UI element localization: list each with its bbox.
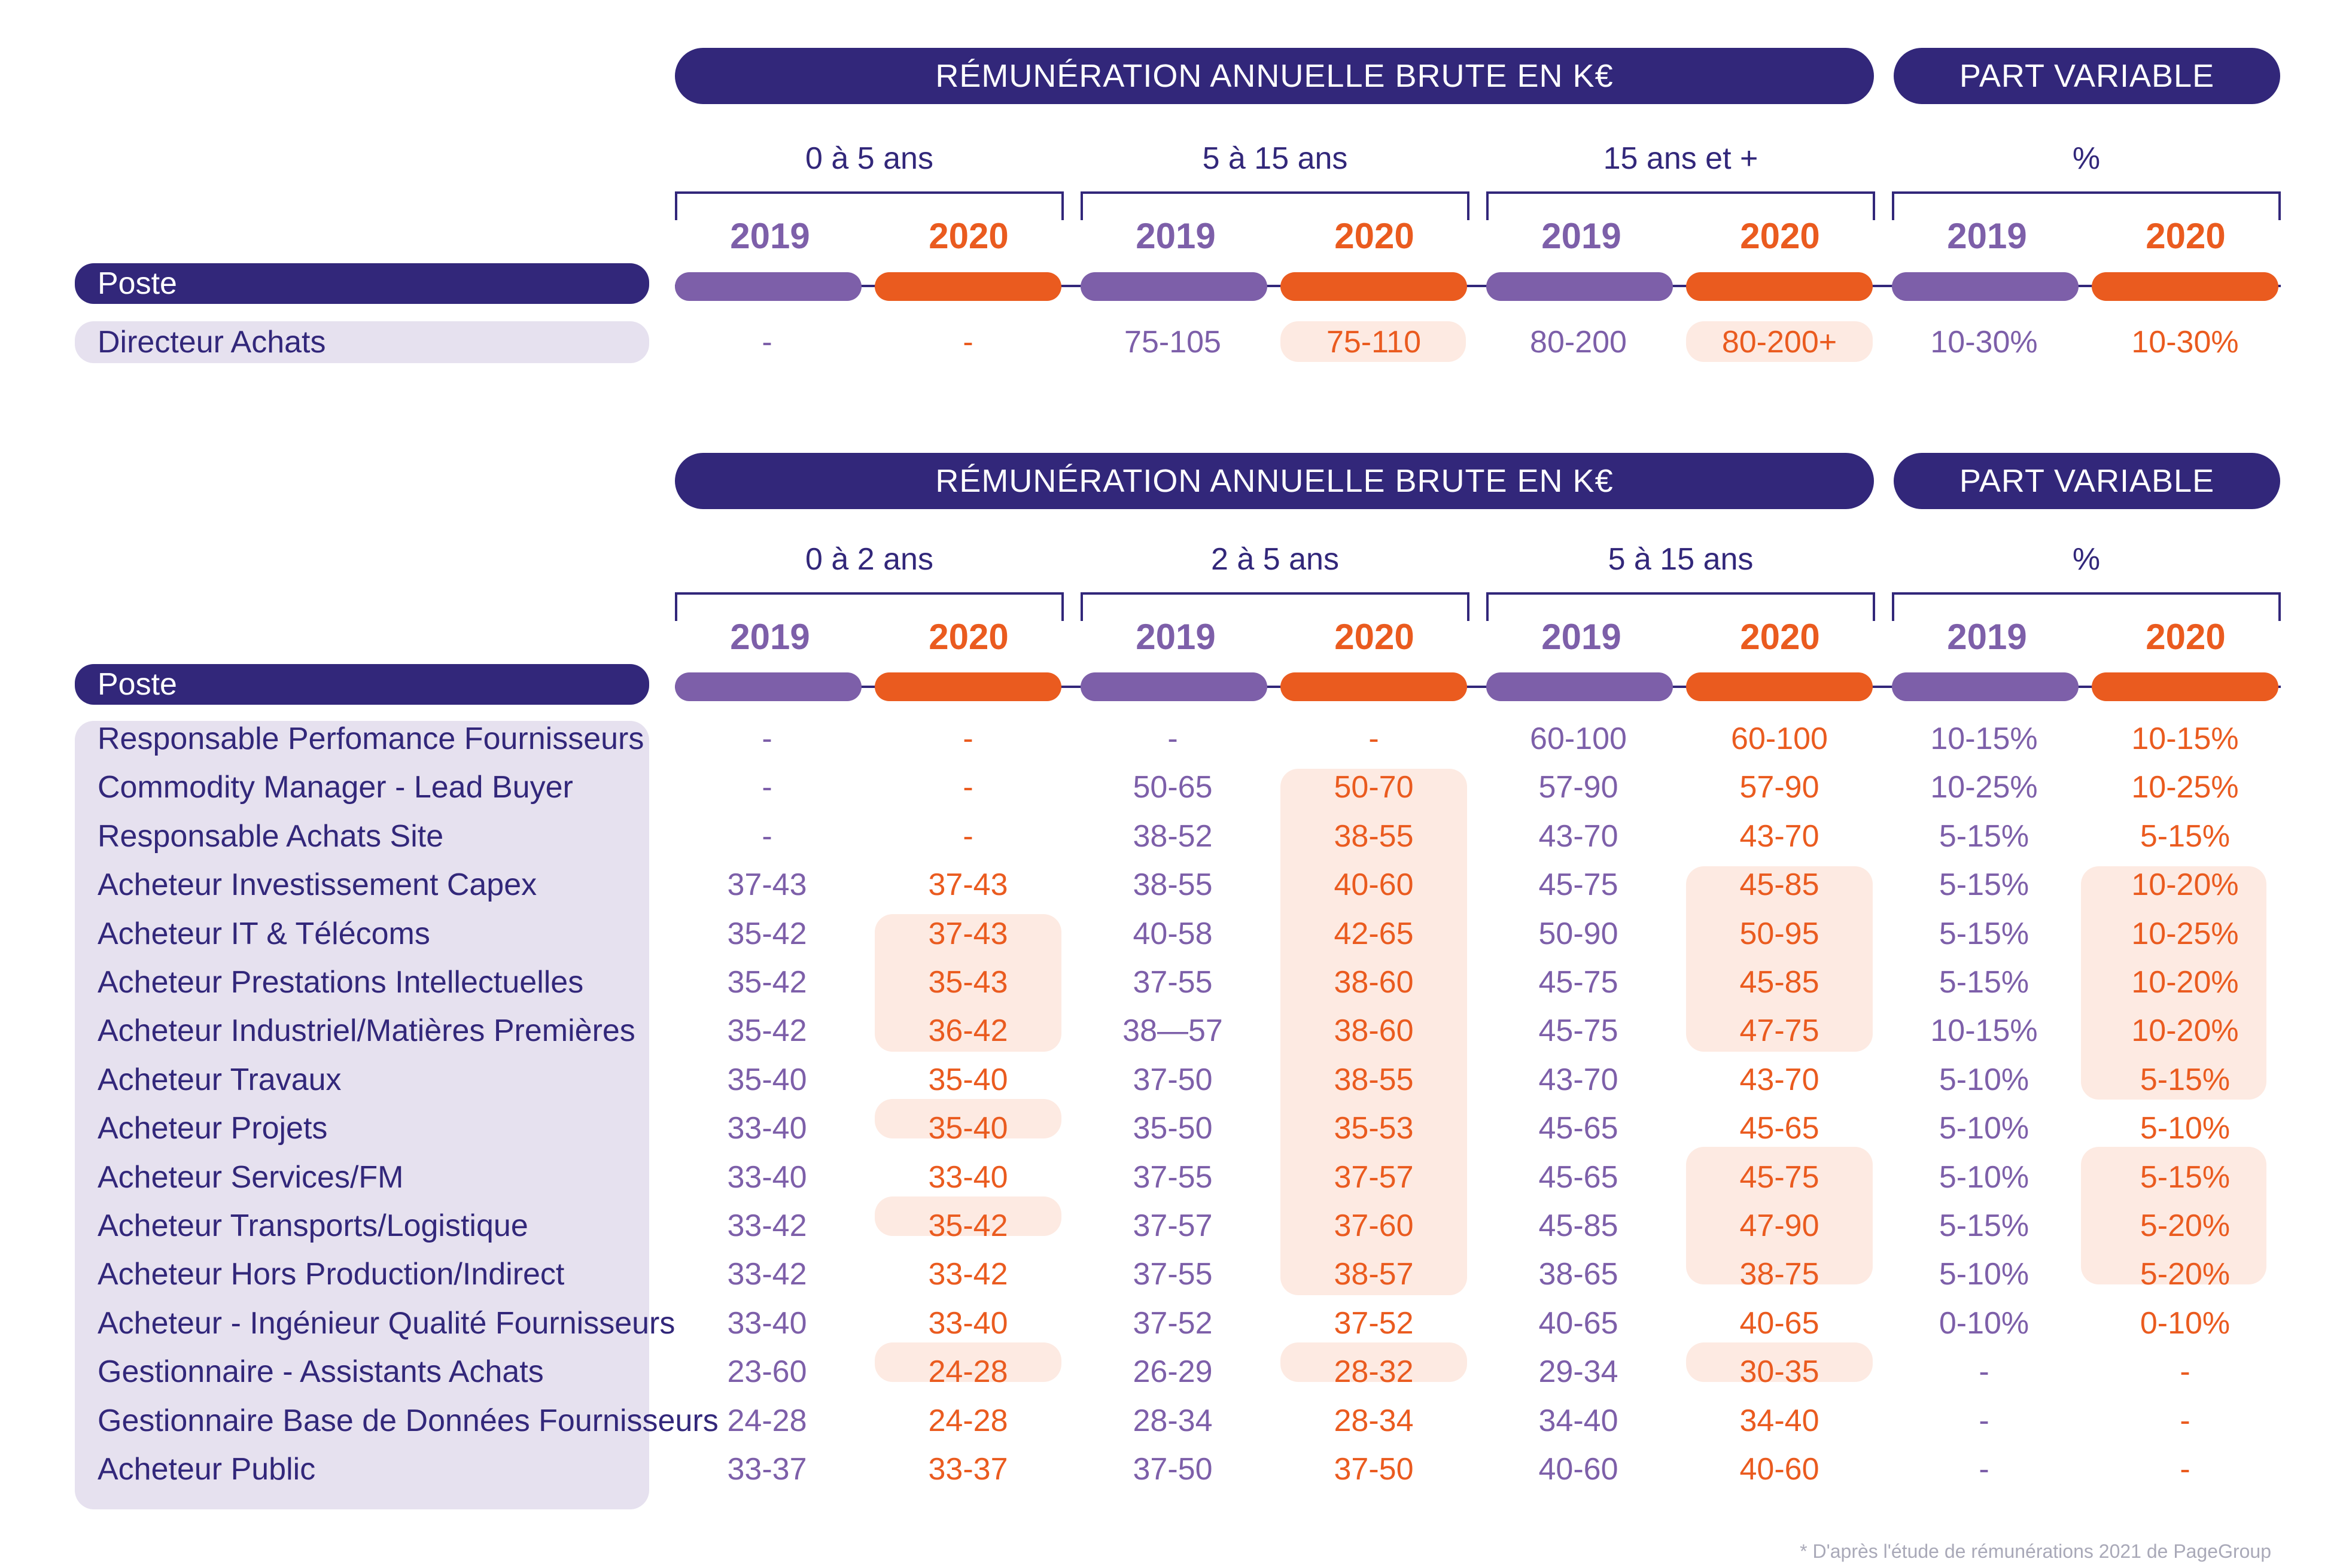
poste-name: Acheteur Industriel/Matières Premières — [98, 1013, 635, 1049]
table-cell: 57-90 — [1538, 770, 1618, 805]
table-cell: 37-43 — [727, 867, 807, 903]
table-cell: 38-65 — [1538, 1257, 1618, 1292]
poste-name: Gestionnaire - Assistants Achats — [98, 1354, 544, 1390]
year-bar-2019 — [1486, 672, 1673, 701]
table-cell: 5-10% — [1939, 1159, 2029, 1195]
table-cell: 37-57 — [1133, 1208, 1213, 1243]
group-label: 5 à 15 ans — [1608, 542, 1754, 577]
table-cell: 10-30% — [1930, 325, 2038, 360]
year-bar-2020 — [1280, 272, 1467, 301]
table-cell: 10-25% — [1930, 770, 2038, 805]
table-cell: 37-50 — [1133, 1062, 1213, 1097]
table-cell: 43-70 — [1538, 1062, 1618, 1097]
table-cell: 47-75 — [1739, 1013, 1819, 1049]
table-cell: 29-34 — [1538, 1354, 1618, 1390]
table-cell: 40-65 — [1538, 1305, 1618, 1341]
year-bar-2020 — [875, 272, 1061, 301]
year-bar-2019 — [1486, 272, 1673, 301]
poste-name: Commodity Manager - Lead Buyer — [98, 770, 573, 805]
table-cell: - — [762, 721, 772, 756]
table-cell: 45-65 — [1739, 1111, 1819, 1146]
poste-name: Acheteur Services/FM — [98, 1159, 404, 1195]
table-cell: 34-40 — [1739, 1403, 1819, 1438]
table-cell: 35-53 — [1334, 1111, 1414, 1146]
table-cell: 40-60 — [1334, 867, 1414, 903]
table-cell: 5-15% — [1939, 867, 2029, 903]
table-cell: 45-75 — [1739, 1159, 1819, 1195]
year-2019: 2019 — [1541, 216, 1621, 256]
table-cell: 37-50 — [1334, 1452, 1414, 1487]
table-cell: 37-43 — [928, 867, 1008, 903]
table-cell: 38-57 — [1334, 1257, 1414, 1292]
table-cell: 34-40 — [1538, 1403, 1618, 1438]
table-cell: 43-70 — [1538, 818, 1618, 854]
table-cell: - — [963, 325, 973, 360]
table-cell: 60-100 — [1731, 721, 1828, 756]
header-remuneration: RÉMUNÉRATION ANNUELLE BRUTE EN K€ — [675, 453, 1874, 509]
table-cell: 10-20% — [2131, 965, 2239, 1000]
table-cell: 5-10% — [2140, 1111, 2231, 1146]
table-cell: 80-200 — [1530, 325, 1627, 360]
table-cell: 24-28 — [928, 1354, 1008, 1390]
table-cell: 5-10% — [1939, 1257, 2029, 1292]
table-cell: 42-65 — [1334, 916, 1414, 951]
table-cell: 38-55 — [1133, 867, 1213, 903]
table-cell: 36-42 — [928, 1013, 1008, 1049]
table-cell: 35-42 — [727, 916, 807, 951]
table-cell: 45-85 — [1739, 965, 1819, 1000]
table-cell: 45-75 — [1538, 1013, 1618, 1049]
group-label: % — [2072, 141, 2101, 176]
table-cell: 5-20% — [2140, 1208, 2231, 1243]
table-cell: - — [963, 721, 973, 756]
table-cell: 10-25% — [2131, 916, 2239, 951]
table-cell: 24-28 — [727, 1403, 807, 1438]
table-cell: 10-15% — [1930, 1013, 2038, 1049]
table-cell: - — [2180, 1354, 2190, 1390]
table-cell: 37-52 — [1334, 1305, 1414, 1341]
year-bar-2020 — [2092, 272, 2278, 301]
poste-name: Acheteur - Ingénieur Qualité Fournisseurs — [98, 1305, 675, 1341]
group-label: 0 à 5 ans — [805, 141, 933, 176]
table-cell: 33-40 — [727, 1305, 807, 1341]
table-cell: 33-37 — [928, 1452, 1008, 1487]
table-cell: 37-60 — [1334, 1208, 1414, 1243]
table-cell: 5-10% — [1939, 1111, 2029, 1146]
table-cell: 37-55 — [1133, 965, 1213, 1000]
table-cell: 38-55 — [1334, 1062, 1414, 1097]
table-cell: 5-15% — [1939, 818, 2029, 854]
poste-name: Directeur Achats — [98, 325, 326, 360]
group-label: % — [2072, 542, 2101, 577]
table-cell: 5-15% — [2140, 1159, 2231, 1195]
year-2020: 2020 — [1334, 216, 1414, 256]
table-cell: - — [2180, 1403, 2190, 1438]
poste-name: Responsable Perfomance Fournisseurs — [98, 721, 644, 756]
table-cell: - — [963, 818, 973, 854]
table-cell: 40-60 — [1538, 1452, 1618, 1487]
table-cell: - — [762, 325, 772, 360]
year-bar-2020 — [1686, 672, 1873, 701]
table-cell: 35-42 — [727, 1013, 807, 1049]
table-cell: 45-75 — [1538, 965, 1618, 1000]
table-cell: 10-15% — [1930, 721, 2038, 756]
year-2020: 2020 — [929, 617, 1009, 657]
table-cell: 35-40 — [928, 1111, 1008, 1146]
table-cell: 38-75 — [1739, 1257, 1819, 1292]
table-cell: 45-65 — [1538, 1111, 1618, 1146]
year-bar-2019 — [675, 272, 862, 301]
year-bar-2019 — [1081, 272, 1267, 301]
table-cell: 35-43 — [928, 965, 1008, 1000]
poste-name: Acheteur Projets — [98, 1111, 328, 1146]
table-cell: - — [1979, 1403, 1989, 1438]
table-cell: 50-90 — [1538, 916, 1618, 951]
year-2019: 2019 — [1947, 617, 2027, 657]
table-cell: - — [2180, 1452, 2190, 1487]
table-cell: 37-55 — [1133, 1257, 1213, 1292]
table-cell: 5-15% — [2140, 818, 2231, 854]
table-cell: 33-40 — [928, 1305, 1008, 1341]
poste-name: Gestionnaire Base de Données Fournisseurs — [98, 1403, 719, 1438]
year-bar-2019 — [1081, 672, 1267, 701]
poste-name: Acheteur Travaux — [98, 1062, 342, 1097]
year-2020: 2020 — [2146, 617, 2226, 657]
table-cell: 38-60 — [1334, 965, 1414, 1000]
table-cell: 50-70 — [1334, 770, 1414, 805]
table-cell: 0-10% — [2140, 1305, 2231, 1341]
year-bar-2020 — [1686, 272, 1873, 301]
table-cell: 35-42 — [928, 1208, 1008, 1243]
year-2019: 2019 — [1947, 216, 2027, 256]
table-cell: 33-40 — [928, 1159, 1008, 1195]
table-cell: 37-43 — [928, 916, 1008, 951]
table-cell: 28-32 — [1334, 1354, 1414, 1390]
table-cell: 10-15% — [2131, 721, 2239, 756]
header-part-variable: PART VARIABLE — [1894, 48, 2280, 104]
table-cell: 33-42 — [727, 1208, 807, 1243]
poste-header: Poste — [75, 263, 649, 304]
year-2019: 2019 — [730, 216, 810, 256]
table-cell: 33-42 — [727, 1257, 807, 1292]
year-2020: 2020 — [1334, 617, 1414, 657]
table-cell: 37-57 — [1334, 1159, 1414, 1195]
table-cell: 38-60 — [1334, 1013, 1414, 1049]
table-cell: 35-42 — [727, 965, 807, 1000]
poste-name: Acheteur Hors Production/Indirect — [98, 1257, 565, 1292]
poste-name: Acheteur IT & Télécoms — [98, 916, 430, 951]
table-cell: 38-55 — [1334, 818, 1414, 854]
year-2020: 2020 — [929, 216, 1009, 256]
year-bar-2020 — [1280, 672, 1467, 701]
table-cell: 5-20% — [2140, 1257, 2231, 1292]
table-cell: 35-50 — [1133, 1111, 1213, 1146]
table-cell: 45-85 — [1739, 867, 1819, 903]
table-cell: - — [1979, 1354, 1989, 1390]
footnote: * D'après l'étude de rémunérations 2021 de PageGroup — [1800, 1540, 2271, 1562]
year-2019: 2019 — [1136, 216, 1216, 256]
table-cell: 33-42 — [928, 1257, 1008, 1292]
table-cell: - — [762, 770, 772, 805]
poste-name: Acheteur Transports/Logistique — [98, 1208, 528, 1243]
poste-header: Poste — [75, 664, 649, 705]
year-2020: 2020 — [1740, 216, 1820, 256]
table-cell: 80-200+ — [1721, 325, 1837, 360]
table-cell: - — [762, 818, 772, 854]
group-label: 15 ans et + — [1603, 141, 1758, 176]
table-cell: 40-60 — [1739, 1452, 1819, 1487]
table-cell: 43-70 — [1739, 1062, 1819, 1097]
table-cell: 75-105 — [1124, 325, 1221, 360]
year-bar-2020 — [875, 672, 1061, 701]
table-cell: 10-20% — [2131, 867, 2239, 903]
table-cell: 5-15% — [2140, 1062, 2231, 1097]
table-cell: 45-85 — [1538, 1208, 1618, 1243]
table-cell: 10-20% — [2131, 1013, 2239, 1049]
year-2020: 2020 — [1740, 617, 1820, 657]
year-bar-2020 — [2092, 672, 2278, 701]
table-cell: 47-90 — [1739, 1208, 1819, 1243]
table-cell: - — [1979, 1452, 1989, 1487]
table-cell: 35-40 — [727, 1062, 807, 1097]
table-cell: 10-30% — [2131, 325, 2239, 360]
year-2019: 2019 — [1541, 617, 1621, 657]
table-cell: 40-65 — [1739, 1305, 1819, 1341]
year-2019: 2019 — [1136, 617, 1216, 657]
table-cell: 45-65 — [1538, 1159, 1618, 1195]
table-cell: 28-34 — [1133, 1403, 1213, 1438]
table-cell: 60-100 — [1530, 721, 1627, 756]
year-bar-2019 — [675, 672, 862, 701]
year-2020: 2020 — [2146, 216, 2226, 256]
table-cell: 24-28 — [928, 1403, 1008, 1438]
table-cell: 57-90 — [1739, 770, 1819, 805]
year-2019: 2019 — [730, 617, 810, 657]
year-bar-2019 — [1892, 272, 2079, 301]
table-cell: 28-34 — [1334, 1403, 1414, 1438]
table-cell: 5-15% — [1939, 916, 2029, 951]
table-cell: 33-40 — [727, 1159, 807, 1195]
table-cell: 5-15% — [1939, 1208, 2029, 1243]
table-cell: 33-40 — [727, 1111, 807, 1146]
group-label: 2 à 5 ans — [1211, 542, 1339, 577]
poste-name: Acheteur Prestations Intellectuelles — [98, 965, 584, 1000]
year-bar-2019 — [1892, 672, 2079, 701]
table-cell: - — [1167, 721, 1178, 756]
table-cell: 45-75 — [1538, 867, 1618, 903]
table-cell: 26-29 — [1133, 1354, 1213, 1390]
table-cell: 10-25% — [2131, 770, 2239, 805]
poste-name: Acheteur Investissement Capex — [98, 867, 537, 903]
table-cell: 35-40 — [928, 1062, 1008, 1097]
poste-name: Acheteur Public — [98, 1452, 316, 1487]
table-cell: 75-110 — [1326, 325, 1422, 360]
table-cell: 23-60 — [727, 1354, 807, 1390]
group-label: 0 à 2 ans — [805, 542, 933, 577]
table-cell: - — [963, 770, 973, 805]
table-cell: 50-65 — [1133, 770, 1213, 805]
table-cell: 38—57 — [1122, 1013, 1223, 1049]
table-cell: 38-52 — [1133, 818, 1213, 854]
header-part-variable: PART VARIABLE — [1894, 453, 2280, 509]
table-cell: 40-58 — [1133, 916, 1213, 951]
table-cell: 43-70 — [1739, 818, 1819, 854]
table-cell: 33-37 — [727, 1452, 807, 1487]
table-cell: 37-50 — [1133, 1452, 1213, 1487]
table-cell: - — [1368, 721, 1379, 756]
table-cell: 30-35 — [1739, 1354, 1819, 1390]
table-cell: 37-55 — [1133, 1159, 1213, 1195]
group-label: 5 à 15 ans — [1202, 141, 1348, 176]
table-cell: 50-95 — [1739, 916, 1819, 951]
header-remuneration: RÉMUNÉRATION ANNUELLE BRUTE EN K€ — [675, 48, 1874, 104]
table-cell: 5-10% — [1939, 1062, 2029, 1097]
table-cell: 0-10% — [1939, 1305, 2029, 1341]
table-cell: 37-52 — [1133, 1305, 1213, 1341]
table-cell: 5-15% — [1939, 965, 2029, 1000]
poste-name: Responsable Achats Site — [98, 818, 444, 854]
